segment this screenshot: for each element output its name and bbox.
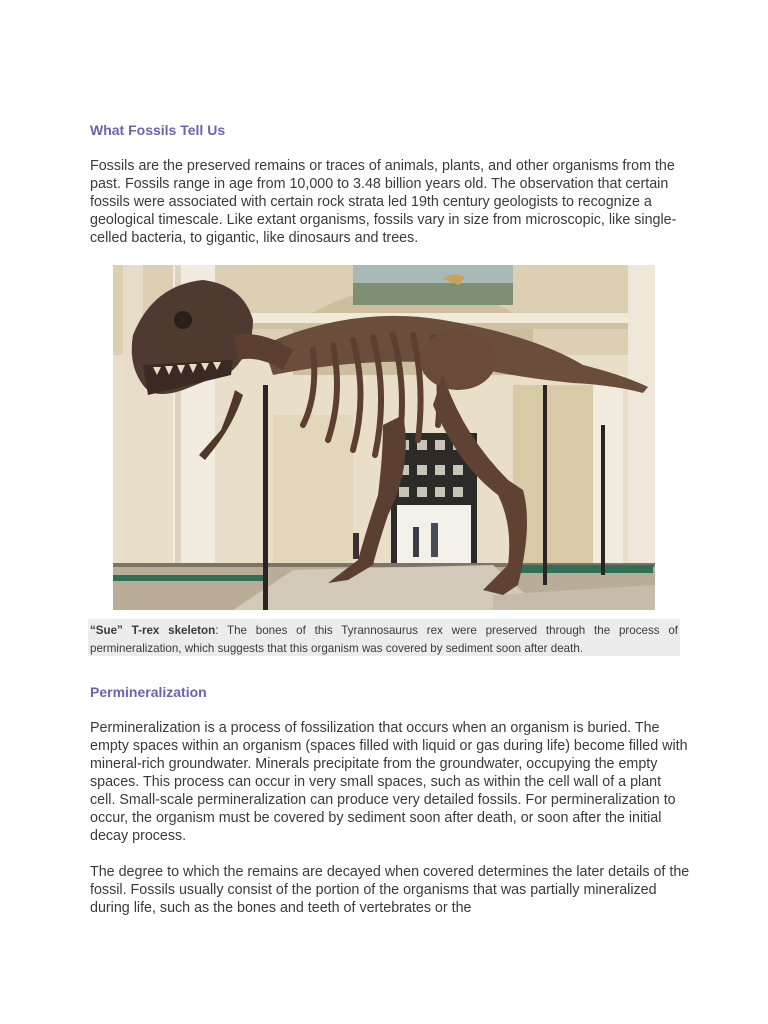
- permineralization-paragraph-2: The degree to which the remains are decayed when covered determines the later details of the fossil. Fossils usually consist of the portion of the organisms that was partially mineralized during life, such as the bones and teeth of vertebrates or the: [90, 864, 690, 916]
- caption-text: : The bones of this Tyrannosaurus rex were preserved through the process of permineralization, which suggests that this organism was covered by sediment soon after death.: [90, 624, 679, 655]
- caption-title: “Sue” T-rex skeleton: [90, 624, 216, 637]
- sue-trex-photo: [113, 265, 655, 610]
- section-heading-permineralization: Permineralization: [90, 684, 207, 700]
- figure-caption: [88, 619, 680, 656]
- intro-paragraph: Fossils are the preserved remains or traces of animals, plants, and other organisms from the past. Fossils range in age from 10,000 to 3.48 billion years old. The observation that certain fossils were associated with certain rock strata led 19th century geologists to recognize a geological timescale. Like extant organisms, fossils vary in size from microscopic, like single-celled bacteria, to gigantic, like dinosaurs and trees.: [90, 158, 677, 246]
- permineralization-paragraph-1: Permineralization is a process of fossilization that occurs when an organism is buried. The empty spaces within an organism (spaces filled with liquid or gas during life) become filled with mineral-rich groundwater. Minerals precipitate from the groundwater, occupying the empty spaces. This process can occur in very small spaces, such as within the cell wall of a plant cell. Small-scale permineralization can produce very detailed fossils. For permineralization to occur, the organism must be covered by sediment soon after death, or soon after the initial decay process.: [90, 720, 688, 844]
- section-heading-what-fossils-tell-us: What Fossils Tell Us: [90, 122, 226, 138]
